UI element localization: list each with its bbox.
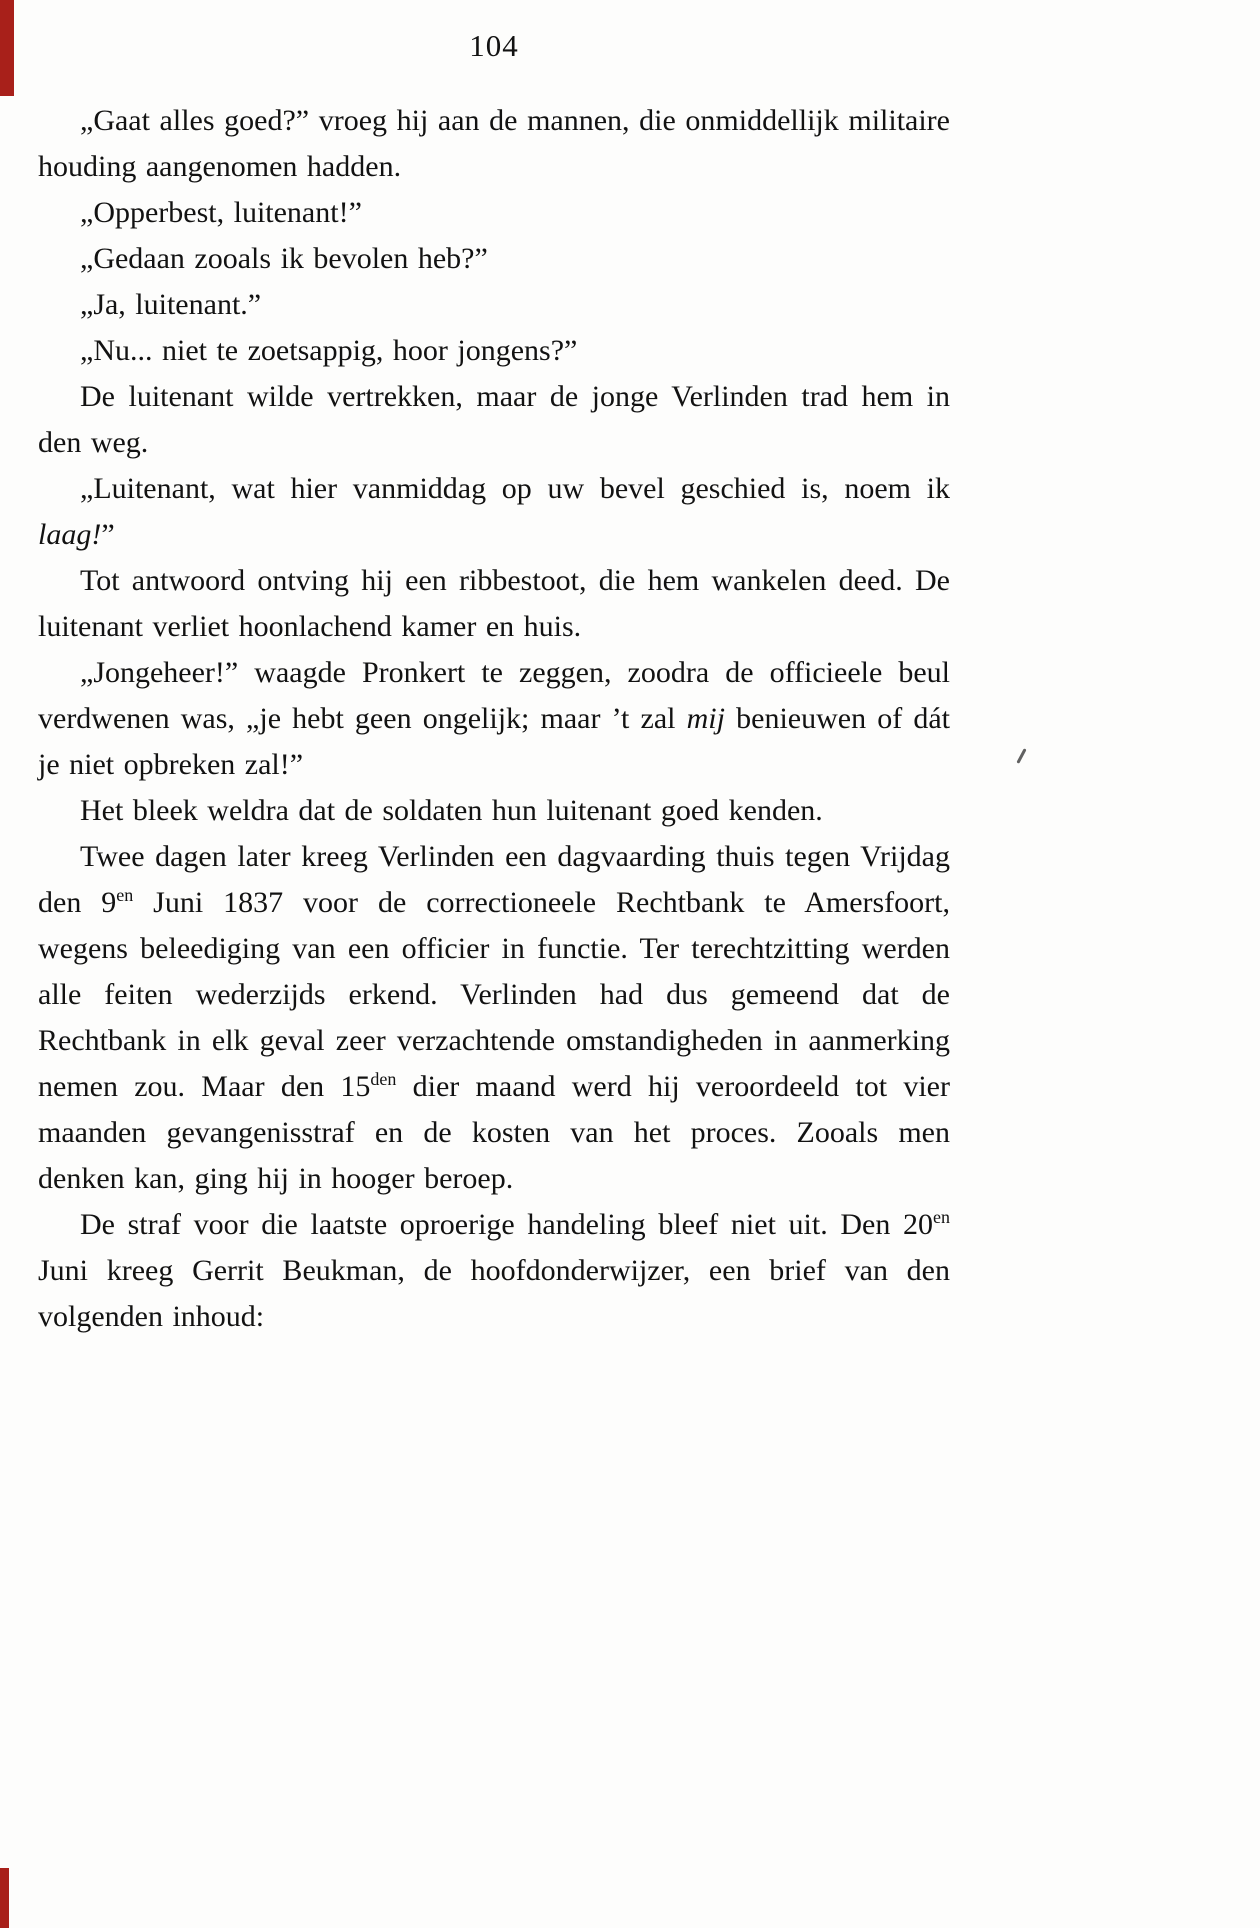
scan-stray-mark xyxy=(1016,748,1026,764)
text-segment-normal: De luitenant wilde vertrekken, maar de jonge Verlinden trad hem in den weg. xyxy=(38,380,950,459)
text-segment-sup: en xyxy=(116,885,134,905)
text-segment-normal: „Gaat alles goed?” vroeg hij aan de mannen, die onmiddellijk militaire houding aangenomen hadden. xyxy=(38,104,950,183)
text-segment-normal: ” xyxy=(101,518,115,551)
text-segment-sup: en xyxy=(933,1207,950,1227)
paragraph xyxy=(38,834,950,1202)
paragraph xyxy=(38,98,950,190)
paragraph xyxy=(38,466,950,558)
text-segment-normal: Juni 1837 voor de correctioneele Rechtbank te Amersfoort, wegens beleediging van een officier in functie. Ter terechtzitting werden alle feiten wederzijds erkend. Verlinden had dus gemeend dat de Rechtbank in elk geval zeer verzachtende omstandigheden in aanmerking nemen zou. Maar den 15 xyxy=(38,886,950,1103)
paragraph xyxy=(38,282,950,328)
paragraph xyxy=(38,558,950,650)
text-segment-italic: mij xyxy=(686,702,725,735)
text-segment-italic: laag! xyxy=(38,518,102,551)
text-segment-normal: benieuwen of dát je niet opbreken zal!” xyxy=(38,702,950,781)
scan-edge-artifact-bottom-left xyxy=(0,1868,9,1928)
text-segment-normal: Twee dagen later kreeg Verlinden een dagvaarding thuis tegen Vrijdag den 9 xyxy=(38,840,950,919)
text-segment-normal: De straf voor die laatste oproerige handeling bleef niet uit. Den 20 xyxy=(80,1208,933,1241)
text-segment-sup: den xyxy=(370,1069,397,1089)
text-segment-normal: Juni kreeg Gerrit Beukman, de hoofdonderwijzer, een brief van den volgenden inhoud: xyxy=(38,1254,950,1333)
paragraph xyxy=(38,374,950,466)
paragraph xyxy=(38,650,950,788)
text-segment-normal: „Opperbest, luitenant!” xyxy=(80,196,362,229)
text-segment-normal: dier maand werd hij veroordeeld tot vier maanden gevangenisstraf en de kosten van het proces. Zooals men denken kan, ging hij in hooger beroep. xyxy=(38,1070,950,1195)
scan-edge-artifact-top-left xyxy=(0,0,14,96)
text-segment-normal: Tot antwoord ontving hij een ribbestoot, die hem wankelen deed. De luitenant verliet hoonlachend kamer en huis. xyxy=(38,564,950,643)
paragraph xyxy=(38,236,950,282)
text-segment-normal: „Ja, luitenant.” xyxy=(80,288,262,321)
paragraph xyxy=(38,788,950,834)
text-segment-normal: „Gedaan zooals ik bevolen heb?” xyxy=(80,242,488,275)
text-segment-normal: „Jongeheer!” waagde Pronkert te zeggen, zoodra de officieele beul verdwenen was, „je hebt geen ongelijk; maar ’t zal xyxy=(38,656,950,735)
paragraph xyxy=(38,190,950,236)
page-number: 104 xyxy=(469,28,519,63)
text-block xyxy=(38,98,950,1340)
text-segment-normal: Het bleek weldra dat de soldaten hun luitenant goed kenden. xyxy=(80,794,823,827)
paragraph xyxy=(38,1202,950,1340)
paragraph xyxy=(38,328,950,374)
text-segment-normal: „Luitenant, wat hier vanmiddag op uw bevel geschied is, noem ik xyxy=(80,472,950,505)
text-segment-normal: „Nu... niet te zoetsappig, hoor jongens?” xyxy=(80,334,578,367)
